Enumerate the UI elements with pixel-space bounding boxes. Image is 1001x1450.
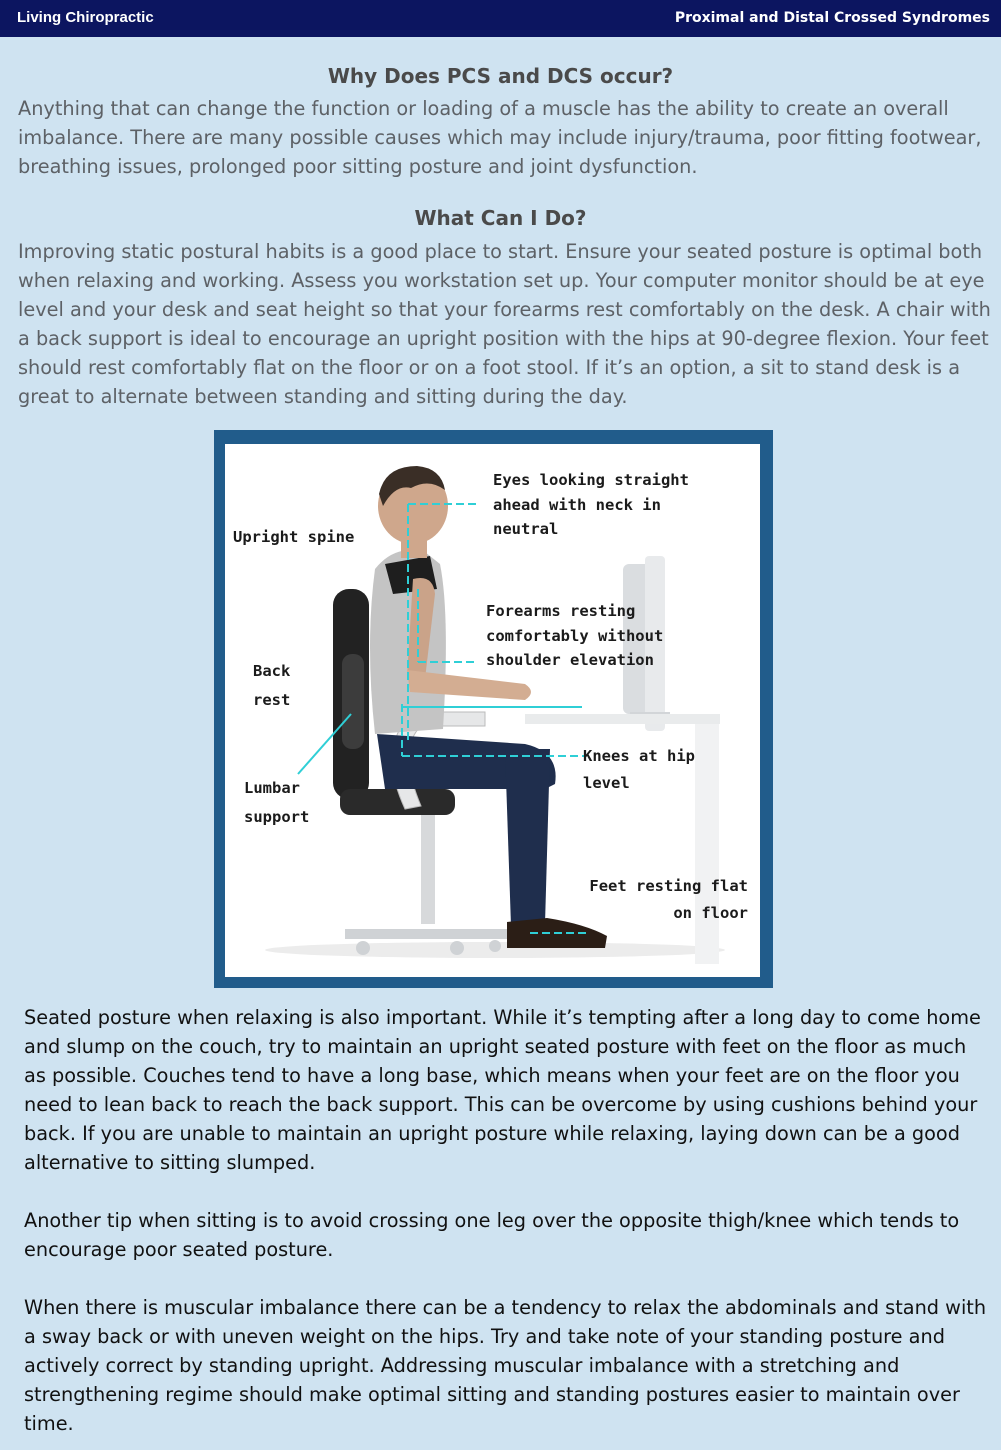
section-body-why: Anything that can change the function or loading of a muscle has the ability to create an overall imbalance. There are many possible causes which may include injury/trauma, poor fitting footwear, breathing issues, prolonged poor sitting posture and joint dysfunction. [18,97,982,178]
document-title: Proximal and Distal Crossed Syndromes [674,10,990,26]
label-forearms-text: Forearms resting comfortably without shoulder elevation [486,602,664,669]
label-knees-text: Knees at hip level [583,747,695,792]
label-backrest [253,657,313,715]
section-heading-what: What Can I Do? [414,206,587,230]
label-feet [588,873,748,927]
label-backrest-text: Back rest [253,662,291,709]
label-feet-text: Feet resting flat on floor [589,877,748,922]
label-spine: Upright spine [233,528,355,546]
label-forearms [486,599,716,673]
label-eyes [493,468,713,542]
paragraph-relaxing: Seated posture when relaxing is also important. While it’s tempting after a long day to come home and slump on the couch, try to maintain an upright seated posture with feet on the floor as much as possible. Couches tend to have a long base, which means when your feet are on the floor you need to lean back to reach the back support. This can be overcome by using cushions behind your back. If you are unable to maintain an upright posture while relaxing, laying down can be a good alternative to sitting slumped. [24,1006,981,1174]
label-eyes-text: Eyes looking straight ahead with neck in neutral [493,471,689,538]
posture-figure [214,430,773,988]
label-lumbar-text: Lumbar support [244,779,310,826]
section-body-what: Improving static postural habits is a good place to start. Ensure your seated posture is optimal both when relaxing and working. Assess you workstation set up. Your computer monitor should be at eye level and your desk and seat height so that your forearms rest comfortably on the desk. A chair with a back support is ideal to encourage an upright position with the hips at 90-degree flexion. Your feet should rest comfortably flat on the floor or on a foot stool. If it’s an option, a sit to stand desk is a great to alternate between standing and sitting during the day. [18,240,991,408]
paragraph-standing: When there is muscular imbalance there can be a tendency to relax the abdominals and stand with a sway back or with uneven weight on the hips. Try and take note of your standing posture and actively correct by standing upright. Addressing muscular imbalance with a stretching and strengthening regime should make optimal sitting and standing postures easier to maintain over time. [24,1296,987,1435]
brand-name: Living Chiropractic [17,9,154,26]
paragraph-crossing-legs: Another tip when sitting is to avoid crossing one leg over the opposite thigh/knee which tends to encourage poor seated posture. [24,1209,960,1261]
label-lumbar [244,774,339,832]
posture-illustration [225,444,760,977]
header-bar [0,0,1001,37]
section-heading-why: Why Does PCS and DCS occur? [327,64,674,88]
label-knees [583,743,703,797]
